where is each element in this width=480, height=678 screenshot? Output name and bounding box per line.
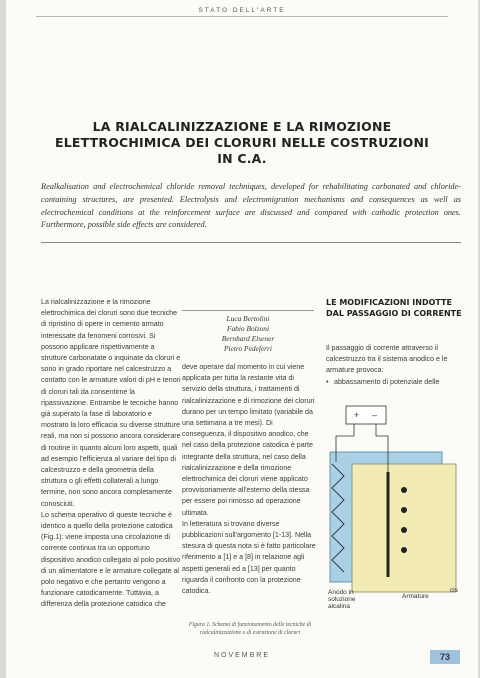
page	[6, 0, 478, 678]
paragraph: Il passaggio di corrente attraverso il calcestruzzo tra il sistema anodico e le armature provoca:	[326, 344, 448, 375]
paragraph: La rialcalinizzazione e la rimozione elettrochimica dei cloruri sono due tecniche di ripristino di opere in cemento armato interessate da fenomeni corrosivi. Si possono applicare rispettivamente a strutture carbonatate o inquinate da cloruri e sono in grado riportare nel calcestruzzo a contatto con le armature valori di pH e tenori di cloruri tali da consentirne la ripassivazione. Entrambe le tecniche hanno già superato la fase di laboratorio e mostrato la loro efficacia su diverse strutture reali, ma non si possono ancora considerare di routine in quanto alcuni loro aspetti, quali ad esempio l'efficienza al variare del tipo di calcestruzzo e della geometria della struttura o gli effetti collaterali a lungo termine, non sono ancora completamente conosciuti.	[41, 298, 181, 508]
abstract-rule	[41, 242, 461, 243]
paragraph: In letteratura si trovano diverse pubblicazioni sull'argomento [1-13]. Nella stesura di questa nota si è fatto particolare riferimento a [1] e a [8] in relazione agli aspetti generali ed a [13] per quanto riguarda il confronto con la protezione catodica.	[182, 519, 316, 596]
bullet-text: abbassamento di potenziale delle	[334, 377, 440, 386]
rebar-section	[401, 507, 407, 513]
footer-month: NOVEMBRE	[213, 652, 271, 659]
paragraph: Lo schema operativo di queste tecniche è identico a quello della protezione catodica (Fig.1): viene imposta una circolazione di corrente continua tra un opportuno dispositivo anodico collegato al polo positivo di un alimentatore e le armature collegate al polo negativo e che pertanto vengono a funzionare catodicamente. Tuttavia, a differenza della protezione catodica che	[41, 510, 181, 609]
bullet-icon: •	[326, 377, 329, 386]
running-header: STATO DELL'ARTE	[198, 7, 286, 14]
anode-label-line-3: alcalina	[328, 603, 351, 610]
column-2	[182, 362, 316, 597]
rebar-label: Armature	[402, 593, 429, 600]
header-rule	[36, 16, 448, 17]
figure-1-diagram	[324, 402, 464, 612]
title-line-2: ELETTROCHIMICA DEI CLORURI NELLE COSTRUZIONI IN C.A.	[54, 135, 430, 166]
anode-label-line-2: soluzione	[328, 596, 356, 603]
author-list	[182, 310, 314, 354]
plus-terminal: +	[354, 410, 360, 420]
author-name: Bernhard Elsener	[221, 334, 275, 343]
figure-caption: Figura 1. Schema di funzionamento delle tecniche di rialcalinizzazione o di estrazione di cloruri	[188, 622, 312, 636]
column-3	[326, 343, 464, 388]
article-title	[46, 119, 438, 167]
minus-terminal: –	[372, 410, 378, 420]
title-line-1: LA RIALCALINIZZAZIONE E LA RIMOZIONE	[92, 119, 392, 134]
author-name: Luca Bertolini	[226, 314, 270, 323]
rebar-section	[401, 487, 407, 493]
section-heading: LE MODIFICAZIONI INDOTTE DAL PASSAGGIO DI CORRENTE	[326, 298, 462, 318]
concrete-label: cls	[450, 587, 458, 594]
paragraph: deve operare dal momento in cui viene applicata per tutta la restante vita di servizio della struttura, i trattamenti di rialcalinizzazione e di rimozione dei cloruri durano per un tempo limitato (variabile da una settimana a tre mesi). Di conseguenza, il dispositivo anodico, che nel caso della protezione catodica è parte integrante della struttura, nel caso della rialcalinizzazione e della rimozione elettrochimica dei cloruri viene applicato provvisoriamente all'esterno della stessa per essere poi rimosso ad operazione ultimata.	[182, 363, 315, 517]
column-1	[41, 297, 181, 611]
page-number: 73	[430, 650, 460, 664]
abstract: Realkalisation and electrochemical chloride removal techniques, developed for rehabilitating carbonated and chloride-containing structures, are presented. Electrolysis and electromigration mechanisms and consequences as well as electrochemical conditions at the reinforcement surface are discussed and compared with cathodic protection ones. Furthermore, possible side effects are considered.	[41, 182, 461, 230]
author-name: Fabio Bolzoni	[226, 324, 270, 333]
rebar-section	[401, 527, 407, 533]
anode-label-line-1: Anodo in	[328, 589, 354, 596]
bullet-item	[326, 377, 464, 388]
author-name: Pietro Pedeferri	[224, 344, 272, 353]
power-supply	[346, 406, 386, 424]
rebar-section	[401, 547, 407, 553]
